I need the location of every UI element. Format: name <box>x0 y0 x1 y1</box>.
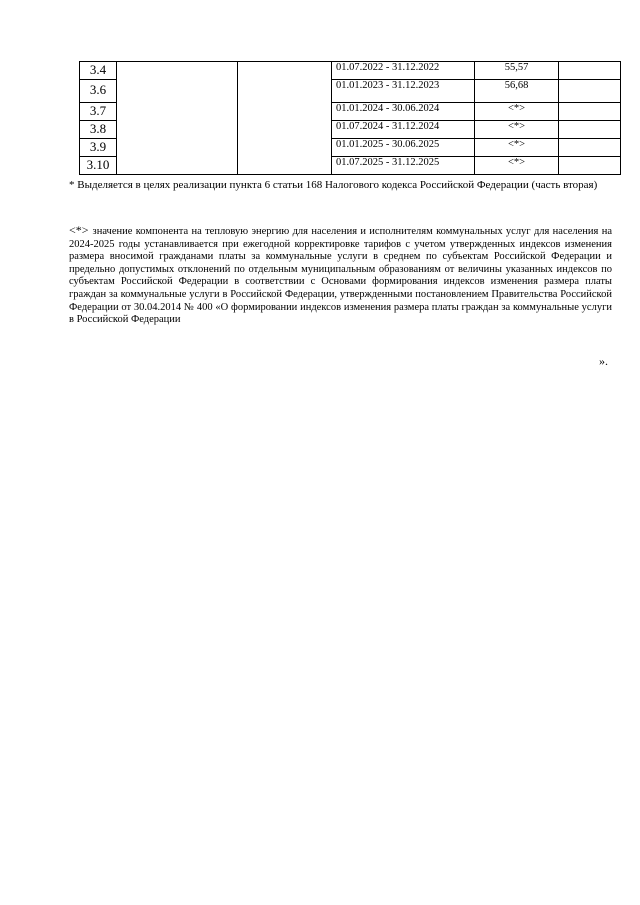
row-number-cell <box>80 139 117 157</box>
value-cell: 55,57 <box>475 62 559 80</box>
tariff-table <box>79 61 621 175</box>
empty-cell <box>559 62 621 80</box>
value-cell: <*> <box>475 103 559 121</box>
note-text: значение компонента на тепловую энергию для населения и исполнителям коммунальных услуг для населения на 2024-2025 годы устанавливается при ежегодной корректировке тарифов с учетом утвержденных индексов изменения размера вносимой гражданами платы за коммунальные услуги в среднем по субъектам Российской Федерации и предельно допустимых отклонений по отдельным муниципальным образованиям от величины указанных индексов по субъектам Российской Федерации в соответствии с Основами формирования индексов изменения размера платы граждан за коммунальные услуги в Российской Федерации, утвержденными постановлением Правительства Российской Федерации от 30.04.2014 № 400 «О формировании индексов изменения размера платы граждан за коммунальные услуги в Российской Федерации <box>69 226 612 326</box>
value-cell: <*> <box>475 139 559 157</box>
value-cell: <*> <box>475 121 559 139</box>
value-cell: 56,68 <box>475 80 559 103</box>
footnote-star: * Выделяется в целях реализации пункта 6 статьи 168 Налогового кодекса Российской Федерации (часть вторая) <box>69 179 598 191</box>
period-cell: 01.01.2023 - 31.12.2023 <box>332 80 475 103</box>
row-number: 3.6 <box>89 82 107 97</box>
note-paragraph <box>69 224 612 327</box>
period-cell: 01.07.2025 - 31.12.2025 <box>332 157 475 175</box>
period-cell: 01.01.2024 - 30.06.2024 <box>332 103 475 121</box>
merged-empty-cell-2 <box>238 62 332 175</box>
row-number-cell <box>80 103 117 121</box>
row-number-cell <box>80 62 117 80</box>
empty-cell <box>559 103 621 121</box>
row-number: 3.8 <box>89 121 107 136</box>
row-number-cell <box>80 157 117 175</box>
row-number: 3.7 <box>89 103 107 118</box>
empty-cell <box>559 139 621 157</box>
row-number-cell <box>80 121 117 139</box>
row-number: 3.4 <box>89 62 107 77</box>
value-cell: <*> <box>475 157 559 175</box>
period-cell: 01.01.2025 - 30.06.2025 <box>332 139 475 157</box>
row-number-cell <box>80 80 117 103</box>
row-number: 3.10 <box>86 157 110 172</box>
period-cell: 01.07.2022 - 31.12.2022 <box>332 62 475 80</box>
empty-cell <box>559 157 621 175</box>
table-row <box>80 62 621 80</box>
note-marker: <*> <box>69 223 89 237</box>
empty-cell <box>559 80 621 103</box>
merged-empty-cell-1 <box>117 62 238 175</box>
closing-quote: ». <box>599 354 608 368</box>
period-cell: 01.07.2024 - 31.12.2024 <box>332 121 475 139</box>
row-number: 3.9 <box>89 139 107 154</box>
empty-cell <box>559 121 621 139</box>
